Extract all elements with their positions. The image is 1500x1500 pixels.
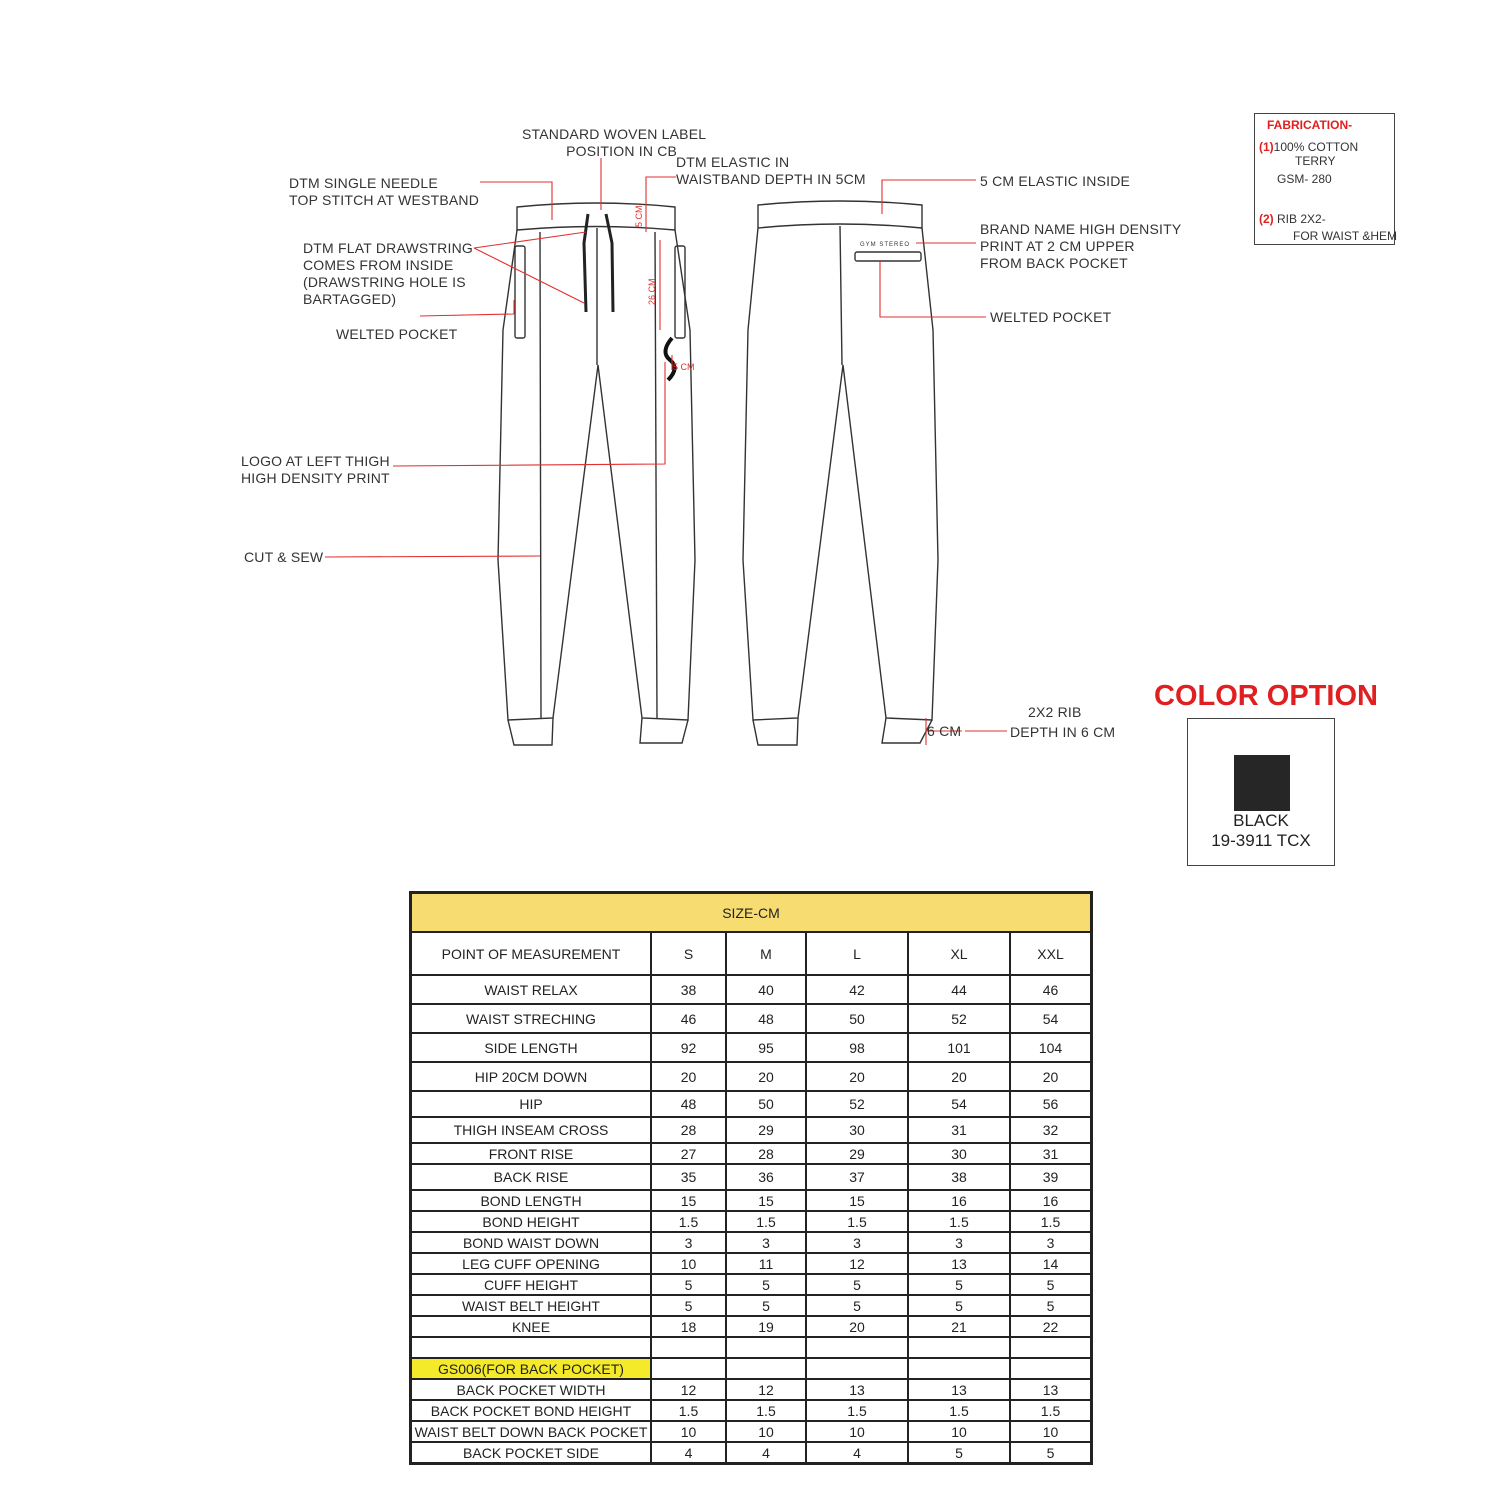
callout-elastic-inside: 5 CM ELASTIC INSIDE <box>980 173 1131 189</box>
color-option-title: COLOR OPTION <box>1154 680 1378 712</box>
cell-value: 30 <box>806 1117 908 1143</box>
cell-value: 20 <box>806 1316 908 1337</box>
table-row <box>411 1442 1092 1464</box>
table-row <box>411 1274 1092 1295</box>
cell-value: 1.5 <box>806 1400 908 1421</box>
cell-value: 5 <box>1010 1295 1092 1316</box>
table-row <box>411 1295 1092 1316</box>
cell-value: 12 <box>806 1253 908 1274</box>
cell-value: 13 <box>908 1253 1010 1274</box>
table-row <box>411 1211 1092 1232</box>
row-label: BOND HEIGHT <box>411 1211 652 1232</box>
cell-value: 14 <box>1010 1253 1092 1274</box>
cell-value: 19 <box>726 1316 806 1337</box>
cell-value: 13 <box>806 1379 908 1400</box>
row-label: FRONT RISE <box>411 1143 652 1164</box>
row-label: BACK POCKET BOND HEIGHT <box>411 1400 652 1421</box>
cell-value: 5 <box>726 1295 806 1316</box>
table-row <box>411 1232 1092 1253</box>
row-label: WAIST STRECHING <box>411 1004 652 1033</box>
table-row <box>411 975 1092 1004</box>
cell-value: 3 <box>651 1232 726 1253</box>
cell-value: 38 <box>651 975 726 1004</box>
callout-welted-pocket-back: WELTED POCKET <box>990 309 1112 325</box>
row-label: KNEE <box>411 1316 652 1337</box>
table-row <box>411 1421 1092 1442</box>
row-label: HIP <box>411 1091 652 1117</box>
brand-name-print: GYM STEREO <box>860 242 911 248</box>
row-label: WAIST BELT DOWN BACK POCKET <box>411 1421 652 1442</box>
cell-value: 16 <box>908 1190 1010 1211</box>
callout-cut-sew: CUT & SEW <box>244 549 324 565</box>
cell-value: 12 <box>726 1379 806 1400</box>
cell-value: 1.5 <box>908 1400 1010 1421</box>
back-view-pants <box>743 201 938 745</box>
cell-value: 4 <box>651 1442 726 1464</box>
cell-value: 38 <box>908 1164 1010 1190</box>
fabrication-title: FABRICATION- <box>1267 118 1353 132</box>
row-label: LEG CUFF OPENING <box>411 1253 652 1274</box>
logo-mark <box>665 338 674 380</box>
cell-value: 18 <box>651 1316 726 1337</box>
cell-value: 13 <box>908 1379 1010 1400</box>
cell-value: 42 <box>806 975 908 1004</box>
cell-value: 1.5 <box>806 1211 908 1232</box>
cell-value: 5 <box>651 1295 726 1316</box>
drawstring-right <box>606 214 613 312</box>
dim-26cm-label: 26 CM <box>647 278 657 305</box>
fabrication-box <box>1254 113 1398 245</box>
fabrication-gsm: GSM- 280 <box>1277 172 1332 186</box>
table-row <box>411 1400 1092 1421</box>
cell-value: 44 <box>908 975 1010 1004</box>
table-row <box>411 1316 1092 1337</box>
front-left-cuff <box>508 718 553 745</box>
cell-value: 28 <box>651 1117 726 1143</box>
drawstring-left <box>584 214 588 312</box>
front-view-pants <box>498 203 695 745</box>
row-label: BOND LENGTH <box>411 1190 652 1211</box>
cell-value: 20 <box>651 1062 726 1091</box>
row-label: THIGH INSEAM CROSS <box>411 1117 652 1143</box>
dim-5cm-label: 5 CM <box>634 205 644 227</box>
cell-value: 52 <box>908 1004 1010 1033</box>
cell-value: 46 <box>651 1004 726 1033</box>
cell-value: 3 <box>726 1232 806 1253</box>
row-label: CUFF HEIGHT <box>411 1274 652 1295</box>
cell-value: 36 <box>726 1164 806 1190</box>
table-row <box>411 1253 1092 1274</box>
cell-value: 95 <box>726 1033 806 1062</box>
color-swatch-black <box>1234 755 1290 811</box>
fabrication-item-2: (2) RIB 2X2- <box>1259 212 1326 226</box>
cell-value: 16 <box>1010 1190 1092 1211</box>
cell-value: 31 <box>1010 1143 1092 1164</box>
table-row <box>411 1091 1092 1117</box>
cell-value: 22 <box>1010 1316 1092 1337</box>
row-label: BOND WAIST DOWN <box>411 1232 652 1253</box>
cell-value: 54 <box>1010 1004 1092 1033</box>
front-waistband <box>517 203 675 230</box>
cell-value: 5 <box>1010 1442 1092 1464</box>
callout-welted-pocket-front: WELTED POCKET <box>336 326 458 342</box>
cell-value: 15 <box>651 1190 726 1211</box>
cell-value: 98 <box>806 1033 908 1062</box>
spacer-row <box>411 1337 1092 1358</box>
cell-value: 1.5 <box>1010 1211 1092 1232</box>
cell-value: 5 <box>908 1295 1010 1316</box>
cell-value: 1.5 <box>726 1211 806 1232</box>
cell-value: 20 <box>908 1062 1010 1091</box>
cell-value: 11 <box>726 1253 806 1274</box>
color-option-box <box>1187 718 1335 866</box>
cell-value: 1.5 <box>651 1400 726 1421</box>
cell-value: 5 <box>651 1274 726 1295</box>
cell-value: 10 <box>651 1421 726 1442</box>
back-left-cuff <box>753 718 798 745</box>
row-label: WAIST RELAX <box>411 975 652 1004</box>
cell-value: 21 <box>908 1316 1010 1337</box>
cell-value: 12 <box>651 1379 726 1400</box>
row-label: BACK POCKET SIDE <box>411 1442 652 1464</box>
cell-value: 5 <box>908 1442 1010 1464</box>
back-right-cuff <box>882 718 932 743</box>
table-row <box>411 1033 1092 1062</box>
color-code: 19-3911 TCX <box>1211 831 1311 850</box>
dim-logo-5cm-label: 5 CM <box>673 362 695 372</box>
cell-value: 48 <box>726 1004 806 1033</box>
table-row <box>411 1164 1092 1190</box>
cell-value: 5 <box>806 1295 908 1316</box>
front-left-seam <box>540 232 541 718</box>
cell-value: 29 <box>806 1143 908 1164</box>
row-label: SIDE LENGTH <box>411 1033 652 1062</box>
cell-value: 3 <box>908 1232 1010 1253</box>
table-row <box>411 1004 1092 1033</box>
cell-value: 32 <box>1010 1117 1092 1143</box>
cell-value: 10 <box>1010 1421 1092 1442</box>
fabrication-item-1: (1)100% COTTON <box>1259 140 1359 154</box>
front-right-cuff <box>640 718 688 743</box>
row-label: WAIST BELT HEIGHT <box>411 1295 652 1316</box>
cell-value: 20 <box>726 1062 806 1091</box>
cell-value: 54 <box>908 1091 1010 1117</box>
fabrication-item-1b: TERRY <box>1295 154 1336 168</box>
cell-value: 39 <box>1010 1164 1092 1190</box>
cell-value: 50 <box>726 1091 806 1117</box>
cell-value: 10 <box>726 1421 806 1442</box>
callout-drawstring: DTM FLAT DRAWSTRING COMES FROM INSIDE (DRAWSTRING HOLE IS BARTAGGED) <box>303 240 473 307</box>
table-header-row <box>411 932 1092 975</box>
cell-value: 10 <box>651 1253 726 1274</box>
cell-value: 5 <box>1010 1274 1092 1295</box>
cell-value: 1.5 <box>726 1400 806 1421</box>
size-header: XL <box>908 932 1010 975</box>
size-spec-table <box>409 891 1093 1465</box>
row-label: BACK POCKET WIDTH <box>411 1379 652 1400</box>
cell-value: 35 <box>651 1164 726 1190</box>
pocket-section-header: GS006(FOR BACK POCKET) <box>411 1358 652 1379</box>
cell-value: 92 <box>651 1033 726 1062</box>
cell-value: 1.5 <box>1010 1400 1092 1421</box>
callout-6cm: 6 CM <box>927 723 962 739</box>
cell-value: 15 <box>726 1190 806 1211</box>
cell-value: 20 <box>806 1062 908 1091</box>
cell-value: 3 <box>1010 1232 1092 1253</box>
cell-value: 31 <box>908 1117 1010 1143</box>
callout-rib: 2X2 RIB DEPTH IN 6 CM <box>1010 704 1116 740</box>
cell-value: 52 <box>806 1091 908 1117</box>
cell-value: 4 <box>726 1442 806 1464</box>
table-row <box>411 1190 1092 1211</box>
pom-header: POINT OF MEASUREMENT <box>411 932 652 975</box>
cell-value: 28 <box>726 1143 806 1164</box>
row-label: BACK RISE <box>411 1164 652 1190</box>
table-row <box>411 1379 1092 1400</box>
cell-value: 29 <box>726 1117 806 1143</box>
back-welted-pocket <box>855 252 921 261</box>
callout-single-needle: DTM SINGLE NEEDLE TOP STITCH AT WESTBAND <box>289 175 480 208</box>
table-row <box>411 1117 1092 1143</box>
cell-value: 40 <box>726 975 806 1004</box>
fabrication-item-2b: FOR WAIST &HEM <box>1293 229 1398 243</box>
cell-value: 101 <box>908 1033 1010 1062</box>
cell-value: 5 <box>726 1274 806 1295</box>
table-row <box>411 1143 1092 1164</box>
cell-value: 46 <box>1010 975 1092 1004</box>
cell-value: 27 <box>651 1143 726 1164</box>
cell-value: 3 <box>806 1232 908 1253</box>
drawstrings <box>584 214 613 312</box>
cell-value: 30 <box>908 1143 1010 1164</box>
size-header: M <box>726 932 806 975</box>
callout-woven-label: STANDARD WOVEN LABEL POSITION IN CB <box>522 126 707 159</box>
table-row <box>411 1062 1092 1091</box>
cell-value: 20 <box>1010 1062 1092 1091</box>
cell-value: 104 <box>1010 1033 1092 1062</box>
size-header: L <box>806 932 908 975</box>
cell-value: 15 <box>806 1190 908 1211</box>
cell-value: 1.5 <box>651 1211 726 1232</box>
size-header: S <box>651 932 726 975</box>
cell-value: 10 <box>908 1421 1010 1442</box>
cell-value: 4 <box>806 1442 908 1464</box>
back-center-seam <box>840 226 842 365</box>
size-header: XXL <box>1010 932 1092 975</box>
callout-logo: LOGO AT LEFT THIGH HIGH DENSITY PRINT <box>241 453 390 486</box>
back-waistband <box>758 201 922 228</box>
cell-value: 5 <box>806 1274 908 1295</box>
cell-value: 10 <box>806 1421 908 1442</box>
cell-value: 48 <box>651 1091 726 1117</box>
callout-elastic-waistband: DTM ELASTIC IN WAISTBAND DEPTH IN 5CM <box>676 154 866 187</box>
cell-value: 1.5 <box>908 1211 1010 1232</box>
cell-value: 13 <box>1010 1379 1092 1400</box>
pocket-section-row <box>411 1358 1092 1379</box>
table-title: SIZE-CM <box>411 893 1092 933</box>
front-left-pocket <box>515 246 525 338</box>
cell-value: 50 <box>806 1004 908 1033</box>
cell-value: 5 <box>908 1274 1010 1295</box>
row-label: HIP 20CM DOWN <box>411 1062 652 1091</box>
cell-value: 37 <box>806 1164 908 1190</box>
cell-value: 56 <box>1010 1091 1092 1117</box>
callout-brand-print: BRAND NAME HIGH DENSITY PRINT AT 2 CM UPPER FROM BACK POCKET <box>980 221 1182 271</box>
color-name: BLACK <box>1233 811 1289 830</box>
